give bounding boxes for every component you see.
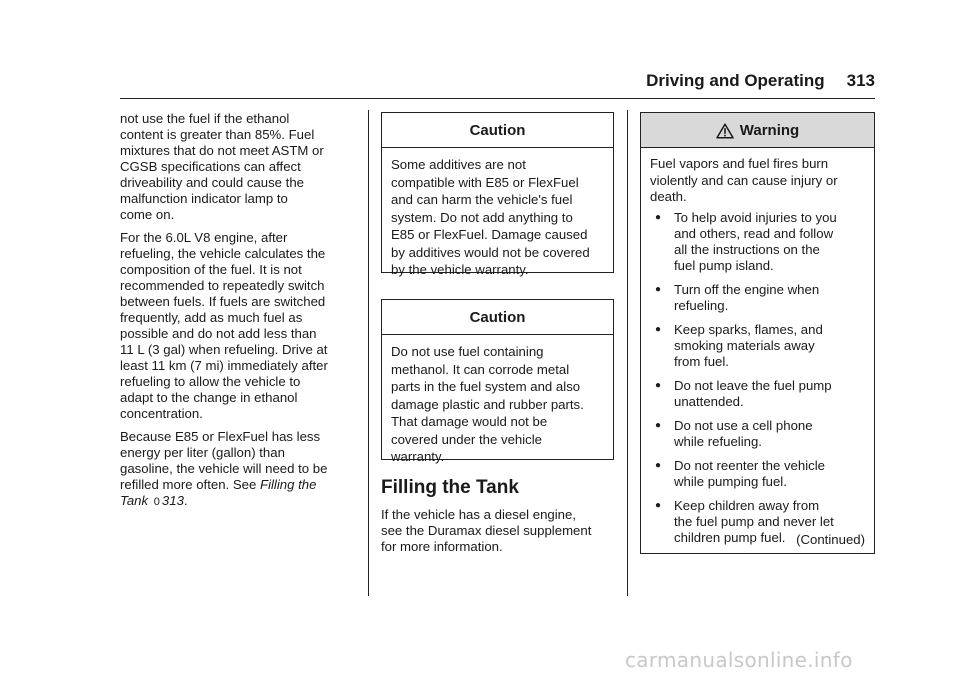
list-item: ● Do not leave the fuel pump unattended. [655,377,832,409]
bullet-icon: ● [655,419,662,431]
watermark: carmanualsonline.info [625,648,853,672]
section-title: Driving and Operating [646,71,825,90]
paragraph-ethanol-content: not use the fuel if the ethanol content is greater than 85%. Fuel mixtures that do not meet ASTM or CGSB specifications can affect driveability and could cause the malfunction indicator lamp to come on. [120,111,324,222]
bullet-icon: ● [655,283,662,295]
column-1 [120,111,356,517]
column-divider-2 [627,110,628,596]
warning-triangle-icon [716,123,734,139]
caution-box-additives [381,112,614,277]
header-rule [120,98,875,99]
xref-page-number[interactable]: 313 [161,493,184,508]
page-number: 313 [846,71,875,90]
caution-body: Do not use fuel containing methanol. It can corrode metal parts in the fuel system and also damage plastic and rubber parts. That damage would not be covered under the vehicle warranty. [391,344,584,464]
warning-title: Warning [739,122,800,139]
list-item: ● Do not use a cell phone while refueling. [655,417,813,449]
section-body-diesel: If the vehicle has a diesel engine, see the Duramax diesel supplement for more information. [381,507,592,554]
list-item: ● Do not reenter the vehicle while pumping fuel. [655,457,826,489]
list-item: ● Turn off the engine when refueling. [655,281,820,313]
xref-filling-the-tank-link[interactable]: Filling the Tank [120,477,317,508]
caution-box-methanol [381,299,614,464]
caution-title: Caution [382,113,613,148]
paragraph-e85-energy [120,429,356,510]
warning-title-bar [641,113,874,148]
bullet-icon: ● [655,499,662,511]
paragraph-refueling-v8: For the 6.0L V8 engine, after refueling, the vehicle calculates the composition of the fuel. It is not recommended to repeatedly switch between fuels. If fuels are switched frequently, add as much fuel as possible and do not add less than 11 L (3 gal) when refueling. Drive at least 11 km (7 mi) immediately after refueling to allow the vehicle to adapt to the change in ethanol concentration. [120,230,328,421]
paragraph-e85-end: . [183,493,188,508]
caution-title: Caution [382,300,613,335]
page-header [620,71,875,95]
paragraph-e85-text: Because E85 or FlexFuel has less energy per liter (gallon) than gasoline, the vehicle will need to be refilled more often. See [120,429,328,492]
bullet-icon: ● [655,211,662,223]
bullet-icon: ● [655,323,662,335]
column-divider-1 [368,110,369,596]
page-reference-icon: 0 [153,496,160,508]
warning-box-fuel-vapors [640,112,875,554]
caution-body: Some additives are not compatible with E85 or FlexFuel and can harm the vehicle's fuel system. Do not add anything to E85 or FlexFuel. Damage caused by additives would not be covered by the vehicle warranty. [391,157,590,277]
warning-bullet-list [641,210,874,546]
list-item: ● Keep sparks, flames, and smoking materials away from fuel. [655,321,823,369]
continued-label: (Continued) [796,532,865,547]
list-item: ● To help avoid injuries to you and others, read and follow all the instructions on the fuel pump island. [655,209,837,273]
bullet-icon: ● [655,379,662,391]
warning-intro: Fuel vapors and fuel fires burn violently and can cause injury or death. [650,156,838,204]
section-heading-filling-tank: Filling the Tank [381,477,519,498]
list-item: ● Keep children away from the fuel pump and never let children pump fuel. [655,497,834,545]
bullet-icon: ● [655,459,662,471]
